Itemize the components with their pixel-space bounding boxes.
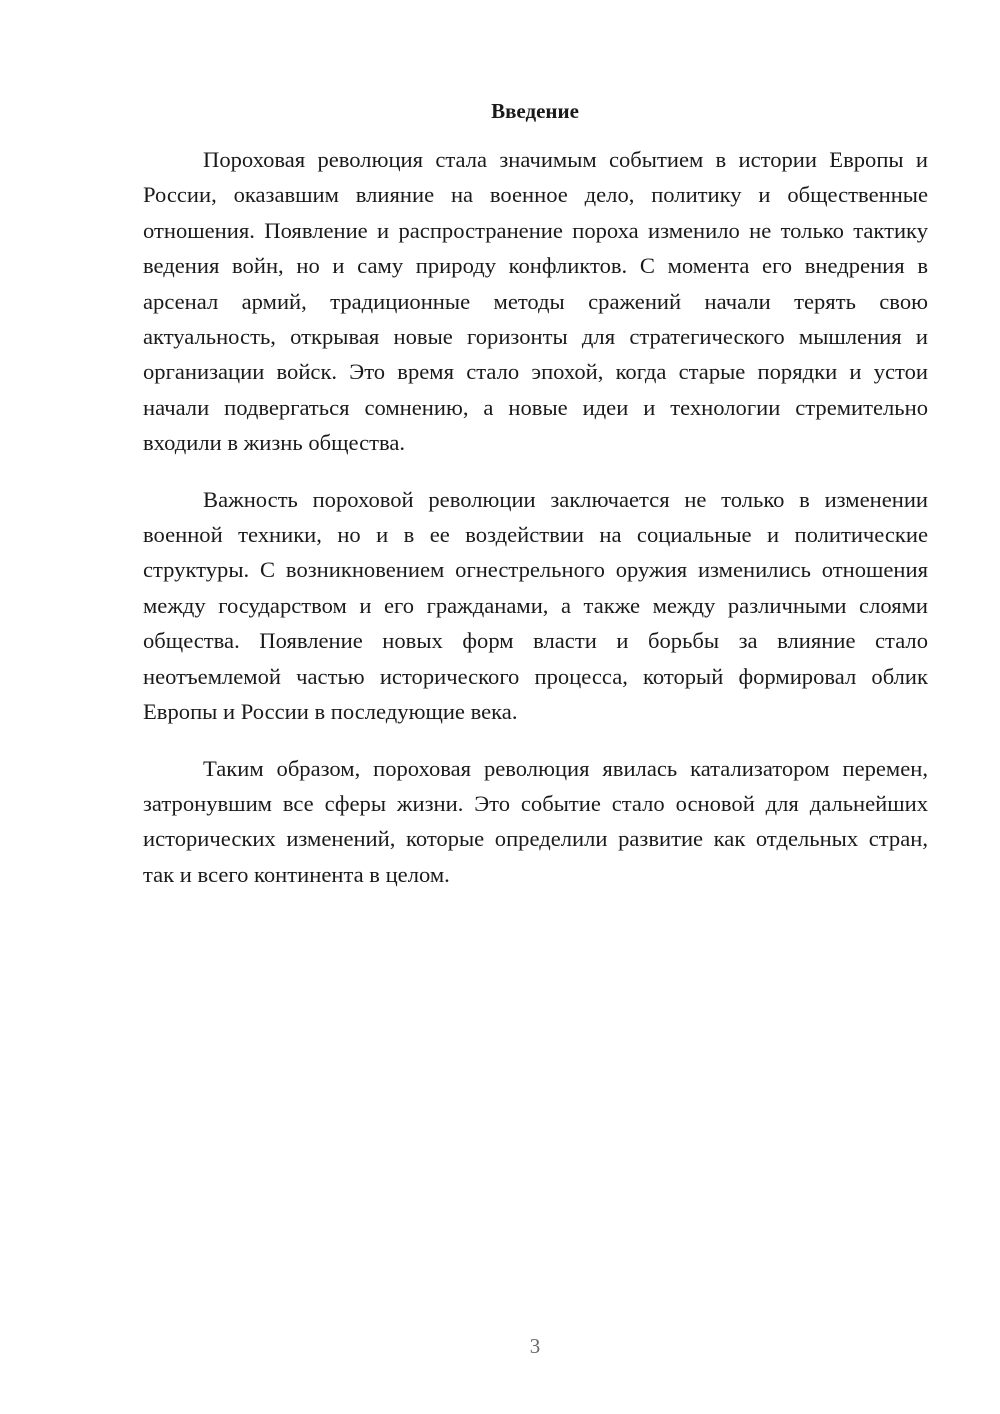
paragraph: Важность пороховой революции заключается не только в изменении военной техники, но и в ее воздействии на социальные и политические структуры. С возникновением огнестрельного оружия изменились отношения между государством и его гражданами, а также между различными слоями общества. Появление новых форм власти и борьбы за влияние стало неотъемлемой частью исторического процесса, который формировал облик Европы и России в последующие века. xyxy=(143,486,928,725)
page-number: 3 xyxy=(529,1334,541,1358)
paragraph: Таким образом, пороховая революция явилась катализатором перемен, затронувшим все сферы жизни. Это событие стало основой для дальнейших исторических изменений, которые определили развитие как отдельных стран, так и всего континента в целом. xyxy=(143,755,928,887)
document-body xyxy=(143,142,928,913)
section-heading: Введение xyxy=(491,99,579,123)
paragraph: Пороховая революция стала значимым событием в истории Европы и России, оказавшим влияние на военное дело, политику и общественные отношения. Появление и распространение пороха изменило не только тактику ведения войн, но и саму природу конфликтов. С момента его внедрения в арсенал армий, традиционные методы сражений начали терять свою актуальность, открывая новые горизонты для стратегического мышления и организации войск. Это время стало эпохой, когда старые порядки и устои начали подвергаться сомнению, а новые идеи и технологии стремительно входили в жизнь общества. xyxy=(143,147,928,456)
